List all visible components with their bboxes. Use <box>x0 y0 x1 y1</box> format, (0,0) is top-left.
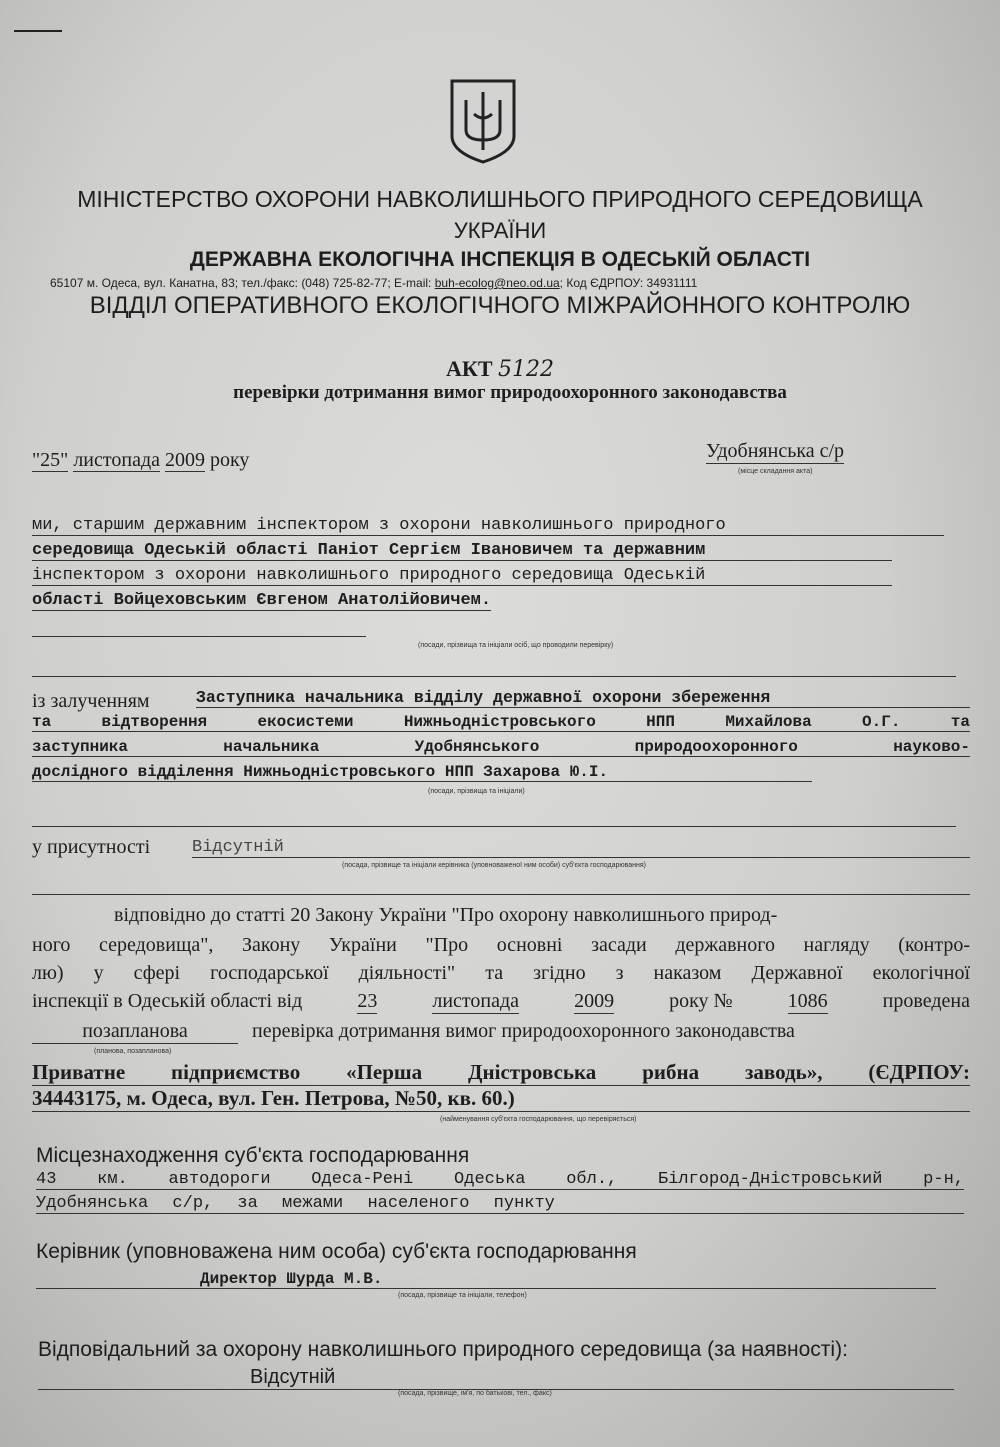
order-day: 23 <box>357 990 378 1012</box>
department-title: ВІДДІЛ ОПЕРАТИВНОГО ЕКОЛОГІЧНОГО МІЖРАЙОННОГО КОНТРОЛЮ <box>89 292 911 319</box>
inspectors-line-2: середовища Одеській області Паніот Сергієм Івановичем та державним <box>32 541 892 561</box>
act-date <box>32 449 249 472</box>
responsible-label: Відповідальний за охорону навколишнього природного середовища (за наявності): <box>38 1338 848 1361</box>
ministry-title: МІНІСТЕРСТВО ОХОРОНИ НАВКОЛИШНЬОГО ПРИРОДНОГО СЕРЕДОВИЩА <box>77 186 923 212</box>
subject-line-2: 34443175, м. Одеса, вул. Ген. Петрова, №50, кв. 60.) <box>32 1086 970 1112</box>
inspectors-line-1: ми, старшим державним інспектором з охорони навколишнього природного <box>32 516 944 536</box>
inspection-title: ДЕРЖАВНА ЕКОЛОГІЧНА ІНСПЕКЦІЯ В ОДЕСЬКІЙ ОБЛАСТІ <box>189 248 811 271</box>
responsible-caption: (посада, прізвище, ім'я, по батькові, тел., факс) <box>398 1390 552 1397</box>
involved-caption: (посади, прізвища та ініціали) <box>428 788 525 795</box>
date-day: "25" <box>32 449 69 471</box>
date-suffix: року <box>210 449 250 471</box>
place-caption: (місце складання акта) <box>738 468 813 475</box>
basis-line-3: лю) у сфері господарської діяльності" та згідно з наказом Державної екологічної <box>32 962 970 984</box>
blank-line <box>32 826 956 827</box>
location-line-2: Удобнянська с/р, за межами населеного пункту <box>36 1194 964 1214</box>
presence-caption: (посада, прізвище та ініціали керівника (уповноваженої ним особи) суб'єкта господарювання) <box>342 862 647 869</box>
involved-label: із залученням <box>32 690 150 712</box>
order-month: листопада <box>432 990 520 1012</box>
head-label: Керівник (уповноважена ним особа) суб'єкта господарювання <box>36 1240 637 1263</box>
basis-text: проведена <box>882 990 970 1012</box>
inspectors-line-4: області Войцеховським Євгеном Анатолійовичем. <box>32 591 492 610</box>
blank-line <box>32 894 970 895</box>
involved-line-4: дослідного відділення Нижньодністровського НПП Захарова Ю.І. <box>32 763 812 782</box>
check-type: позапланова <box>32 1020 238 1044</box>
subject-line-1: Приватне підприємство «Перша Дністровська рибна заводь», (ЄДРПОУ: <box>32 1060 970 1084</box>
involved-line-1: Заступника начальника відділу державної охорони збереження <box>196 688 970 708</box>
basis-text: інспекції в Одеській області від <box>32 990 303 1012</box>
basis-line-2: ного середовища", Закону України "Про основні засади державного нагляду (контро- <box>32 934 970 956</box>
involved-line-3: заступника начальника Удобнянського природоохоронного науково- <box>32 738 970 756</box>
responsible-value: Відсутній <box>38 1366 954 1390</box>
blank-line <box>32 636 366 637</box>
address: 65107 м. Одеса, вул. Канатна, 83; тел./факс: (048) 725-82-77; E-mail: <box>50 276 435 290</box>
presence-label: у присутності <box>32 836 151 858</box>
date-year: 2009 <box>165 449 205 471</box>
edrpou-code: ; Код ЄДРПОУ: 34931111 <box>559 276 698 290</box>
basis-line-1: відповідно до статті 20 Закону України "Про охорону навколишнього природ- <box>114 904 778 926</box>
inspectors-line-3: інспектором з охорони навколишнього природного середовища Одеській <box>32 566 892 586</box>
location-line-1: 43 км. автодороги Одеса-Рені Одеська обл., Білгород-Дністровський р-н, <box>36 1170 964 1189</box>
head-value: Директор Шурда М.В. <box>36 1270 936 1289</box>
basis-line-4 <box>32 990 970 1014</box>
check-type-caption: (планова, позапланова) <box>94 1048 172 1055</box>
order-year: 2009 <box>574 990 615 1012</box>
basis-text: року № <box>669 990 733 1012</box>
contact-line <box>50 276 697 290</box>
involved-line-2: та відтворення екосистеми Нижньодністровського НПП Михайлова О.Г. та <box>32 713 970 731</box>
date-month: листопада <box>73 449 160 471</box>
subject-caption: (найменування суб'єкта господарювання, що перевіряється) <box>440 1116 637 1123</box>
act-title <box>0 356 1000 382</box>
act-place: Удобнянська с/р <box>706 440 845 462</box>
blank-line <box>32 676 956 677</box>
corner-mark <box>14 30 62 32</box>
ministry-country: УКРАЇНИ <box>453 218 547 243</box>
act-subtitle: перевірки дотримання вимог природоохоронного законодавства <box>233 382 787 403</box>
presence-value: Відсутній <box>192 838 970 858</box>
act-label: АКТ <box>445 356 493 381</box>
inspectors-caption: (посади, прізвища та ініціали осіб, що проводили перевірку) <box>418 642 614 649</box>
order-number: 1086 <box>787 990 828 1012</box>
location-label: Місцезнаходження суб'єкта господарювання <box>36 1144 470 1167</box>
trident-coat-of-arms-icon <box>448 78 518 164</box>
email-link[interactable]: buh-ecolog@neo.od.ua <box>434 276 560 290</box>
act-number-handwritten: 5122 <box>498 357 554 382</box>
basis-line-5: перевірка дотримання вимог природоохоронного законодавства <box>252 1020 795 1042</box>
head-caption: (посада, прізвище та ініціали, телефон) <box>398 1292 527 1299</box>
